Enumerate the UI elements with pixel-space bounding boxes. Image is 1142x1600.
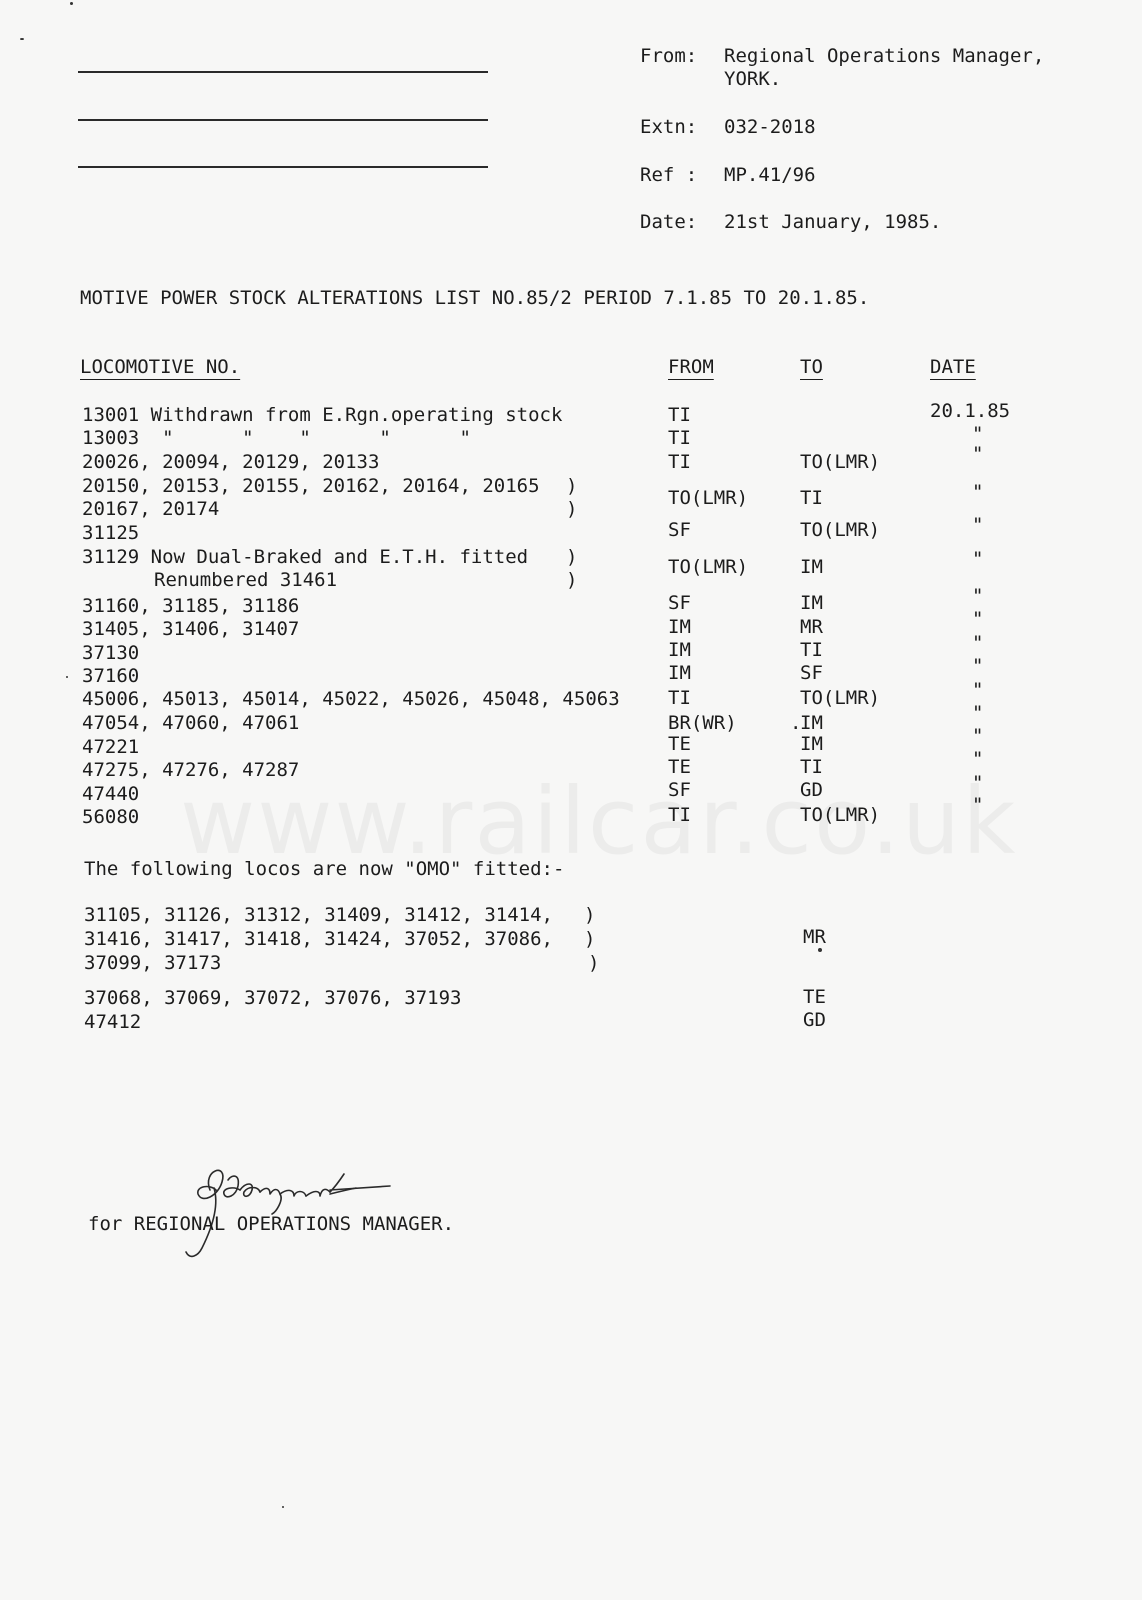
from-cell: TI [668, 427, 691, 449]
date-cell: " [972, 679, 984, 701]
date-cell: " [972, 608, 984, 630]
from-cell: SF [668, 519, 691, 541]
table-row [0, 725, 1142, 758]
table-row [0, 400, 1142, 426]
omo-line: 37099, 37173 [84, 952, 222, 974]
omo-line: 47412 [84, 1011, 142, 1033]
table-row [0, 679, 1142, 710]
loco-cell: 45006, 45013, 45014, 45022, 45026, 45048, 45063 [82, 688, 620, 710]
loco-cell: 13001 Withdrawn from E.Rgn.operating stock [82, 404, 563, 426]
ref-value: MP.41/96 [724, 164, 816, 186]
loco-cell: 20150, 20153, 20155, 20162, 20164, 20165 [82, 475, 540, 497]
to-cell: IM [800, 592, 823, 614]
date-cell: " [972, 794, 984, 816]
loco-cell: 47440 [82, 783, 140, 805]
from-label: From: [640, 45, 698, 67]
loco-cell: 31125 [82, 522, 140, 544]
from-cell: TO(LMR) [668, 487, 749, 509]
loco-cell: 31405, 31406, 31407 [82, 618, 300, 640]
omo-to-cell: GD [803, 1009, 826, 1031]
to-cell: TI [800, 487, 823, 509]
extn-value: 032-2018 [724, 116, 816, 138]
from-cell: IM [668, 616, 691, 638]
paper-speck [282, 1506, 284, 1508]
from-cell: IM [668, 662, 691, 684]
paper-speck [70, 2, 73, 5]
table-row [0, 475, 1142, 521]
table-row [0, 702, 1142, 734]
address-line [78, 71, 488, 73]
from-cell: TI [668, 804, 691, 826]
date-cell: " [972, 702, 984, 724]
brace-mark: ) [584, 904, 596, 926]
table-row [0, 514, 1142, 544]
date-cell: " [972, 481, 984, 503]
from-cell: TE [668, 756, 691, 778]
column-header-from: FROM [668, 356, 714, 378]
date-cell: " [972, 443, 984, 465]
omo-line: 31416, 31417, 31418, 31424, 37052, 37086, [84, 928, 553, 950]
to-cell: IM [800, 733, 823, 755]
ref-label: Ref : [640, 164, 698, 186]
loco-cell: 47054, 47060, 47061 [82, 712, 300, 734]
omo-intro: The following locos are now "OMO" fitted:- [84, 858, 565, 880]
to-cell: IM [800, 712, 823, 734]
table-row [0, 546, 1142, 592]
table-row [0, 608, 1142, 640]
table-row [0, 772, 1142, 805]
loco-cell: 20026, 20094, 20129, 20133 [82, 451, 380, 473]
table-row [0, 655, 1142, 687]
brace-mark: ) [588, 952, 600, 974]
from-cell: TI [668, 451, 691, 473]
brace-mark: ) [566, 498, 578, 520]
from-cell: BR(WR) [668, 712, 737, 734]
loco-cell: 31129 Now Dual-Braked and E.T.H. fitted [82, 546, 529, 568]
omo-line: 37068, 37069, 37072, 37076, 37193 [84, 987, 462, 1009]
date-cell: " [972, 632, 984, 654]
to-cell: IM [800, 556, 823, 578]
brace-mark: ) [566, 546, 578, 568]
column-header-to: TO [800, 356, 823, 378]
from-cell: SF [668, 779, 691, 801]
table-row [0, 423, 1142, 449]
to-cell: SF [800, 662, 823, 684]
to-cell: TI [800, 756, 823, 778]
from-value-city: YORK. [724, 68, 782, 90]
date-cell: " [972, 585, 984, 607]
loco-cell-continued: 20167, 20174 [82, 498, 220, 520]
to-cell: MR [800, 616, 823, 638]
to-cell: TO(LMR) [800, 687, 881, 709]
date-label: Date: [640, 211, 698, 233]
omo-to-cell: TE [803, 986, 826, 1008]
loco-cell: 56080 [82, 806, 140, 828]
omo-to-cell: MR [803, 926, 826, 948]
from-cell: SF [668, 592, 691, 614]
date-cell: " [972, 655, 984, 677]
address-line [78, 119, 488, 121]
table-row [0, 443, 1142, 473]
table-row [0, 585, 1142, 617]
extn-label: Extn: [640, 116, 698, 138]
date-cell: " [972, 423, 984, 445]
date-value: 21st January, 1985. [724, 211, 942, 233]
from-cell: TO(LMR) [668, 556, 749, 578]
to-cell: TO(LMR) [800, 519, 881, 541]
from-cell: TI [668, 687, 691, 709]
loco-cell: 47221 [82, 736, 140, 758]
from-value: Regional Operations Manager, [724, 45, 1045, 67]
date-cell: " [972, 748, 984, 770]
to-cell: TO(LMR) [800, 451, 881, 473]
loco-cell: 37160 [82, 665, 140, 687]
omo-line: 31105, 31126, 31312, 31409, 31412, 31414, [84, 904, 553, 926]
signoff-line: for REGIONAL OPERATIONS MANAGER. [88, 1213, 455, 1235]
loco-cell: 13003 " " " " " [82, 427, 471, 449]
table-row [0, 632, 1142, 664]
from-cell: TI [668, 404, 691, 426]
brace-mark: ) [566, 569, 578, 591]
date-cell: 20.1.85 [930, 400, 1011, 422]
address-line [78, 166, 488, 168]
paper-speck [818, 948, 822, 952]
from-cell: TE [668, 733, 691, 755]
stray-dot: . [790, 712, 802, 734]
date-cell: " [972, 548, 984, 570]
table-row [0, 748, 1142, 781]
to-cell: TO(LMR) [800, 804, 881, 826]
column-header-loco: LOCOMOTIVE NO. [80, 356, 241, 378]
loco-cell-continued: Renumbered 31461 [154, 569, 338, 591]
brace-mark: ) [566, 475, 578, 497]
loco-cell: 31160, 31185, 31186 [82, 595, 300, 617]
loco-cell: 47275, 47276, 47287 [82, 759, 300, 781]
paper-speck [20, 38, 24, 40]
from-cell: IM [668, 639, 691, 661]
to-cell: GD [800, 779, 823, 801]
to-cell: TI [800, 639, 823, 661]
column-header-date: DATE [930, 356, 976, 378]
loco-cell: 37130 [82, 642, 140, 664]
date-cell: " [972, 725, 984, 747]
document-title: MOTIVE POWER STOCK ALTERATIONS LIST NO.85/2 PERIOD 7.1.85 TO 20.1.85. [80, 287, 870, 309]
brace-mark: ) [584, 928, 596, 950]
date-cell: " [972, 772, 984, 794]
date-cell: " [972, 514, 984, 536]
